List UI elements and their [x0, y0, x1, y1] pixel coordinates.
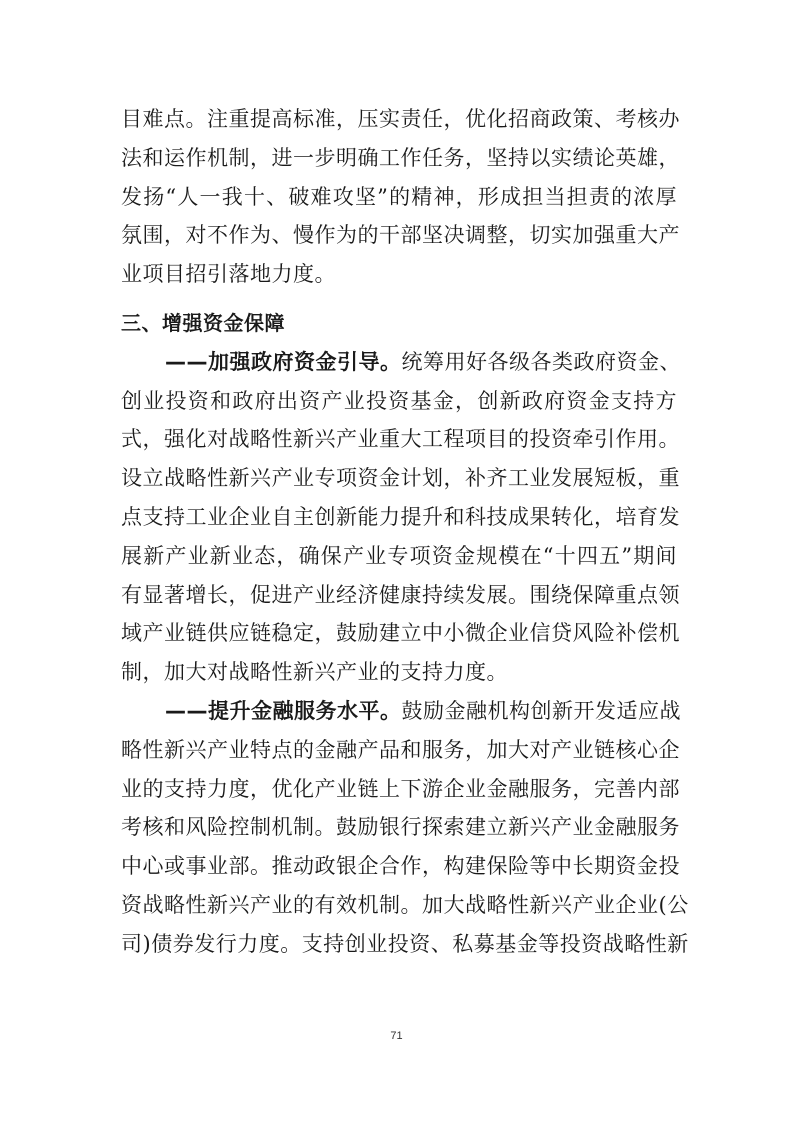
- paragraph-government-funding: [121, 343, 681, 692]
- section-spacer: [121, 294, 677, 304]
- text-line: 氛围，对不作为、慢作为的干部坚决调整，切实加强重大产: [121, 223, 680, 248]
- text-line: 发扬“人一我十、破难攻坚”的精神，形成担当担责的浓厚: [121, 184, 677, 209]
- text-line: 制，加大对战略性新兴产业的支持力度。: [121, 660, 508, 685]
- paragraph-first-line: [121, 343, 681, 382]
- text-line: 域产业链供应链稳定，鼓励建立中小微企业信贷风险补偿机: [121, 621, 680, 646]
- text-line: 法和运作机制，进一步明确工作任务，坚持以实绩论英雄，: [121, 145, 680, 170]
- page-number: 71: [390, 1030, 403, 1042]
- text-line: 略性新兴产业特点的金融产品和服务，加大对产业链核心企: [121, 737, 680, 762]
- text-line: 有显著增长，促进产业经济健康持续发展。围绕保障重点领: [121, 582, 680, 607]
- paragraph-first-line-text: 统筹用好各级各类政府资金、: [401, 349, 681, 374]
- text-line: 考核和风险控制机制。鼓励银行探索建立新兴产业金融服务: [121, 815, 680, 840]
- text-line: 式，强化对战略性新兴产业重大工程项目的投资牵引作用。: [121, 427, 680, 452]
- text-line: 点支持工业企业自主创新能力提升和科技成果转化，培育发: [121, 504, 680, 529]
- text-line: 中心或事业部。推动政银企合作，构建保险等中长期资金投: [121, 854, 680, 879]
- text-line: 司)债券发行力度。支持创业投资、私募基金等投资战略性新: [121, 931, 689, 956]
- paragraph-financial-services: [121, 692, 689, 964]
- text-line: 业的支持力度，优化产业链上下游企业金融服务，完善内部: [121, 776, 680, 801]
- paragraph-lead: ——提升金融服务水平。: [165, 698, 402, 723]
- text-line: 设立战略性新兴产业专项资金计划，补齐工业发展短板，重: [121, 466, 680, 491]
- text-line: 目难点。注重提高标准，压实责任，优化招商政策、考核办: [121, 107, 680, 131]
- paragraph-first-line: [121, 692, 681, 731]
- text-line: 资战略性新兴产业的有效机制。加大战略性新兴产业企业(公: [121, 892, 689, 917]
- paragraph-lead: ——加强政府资金引导。: [165, 349, 402, 374]
- text-line: 展新产业新业态，确保产业专项资金规模在“十四五”期间: [121, 543, 677, 568]
- body-text: [121, 100, 689, 964]
- paragraph-first-line-text: 鼓励金融机构创新开发适应战: [401, 698, 681, 723]
- section-heading: 三、增强资金保障: [121, 310, 285, 335]
- text-line: 创业投资和政府出资产业投资基金，创新政府资金支持方: [121, 388, 677, 413]
- text-line: 业项目招引落地力度。: [121, 262, 336, 287]
- paragraph-continuation: [121, 100, 680, 294]
